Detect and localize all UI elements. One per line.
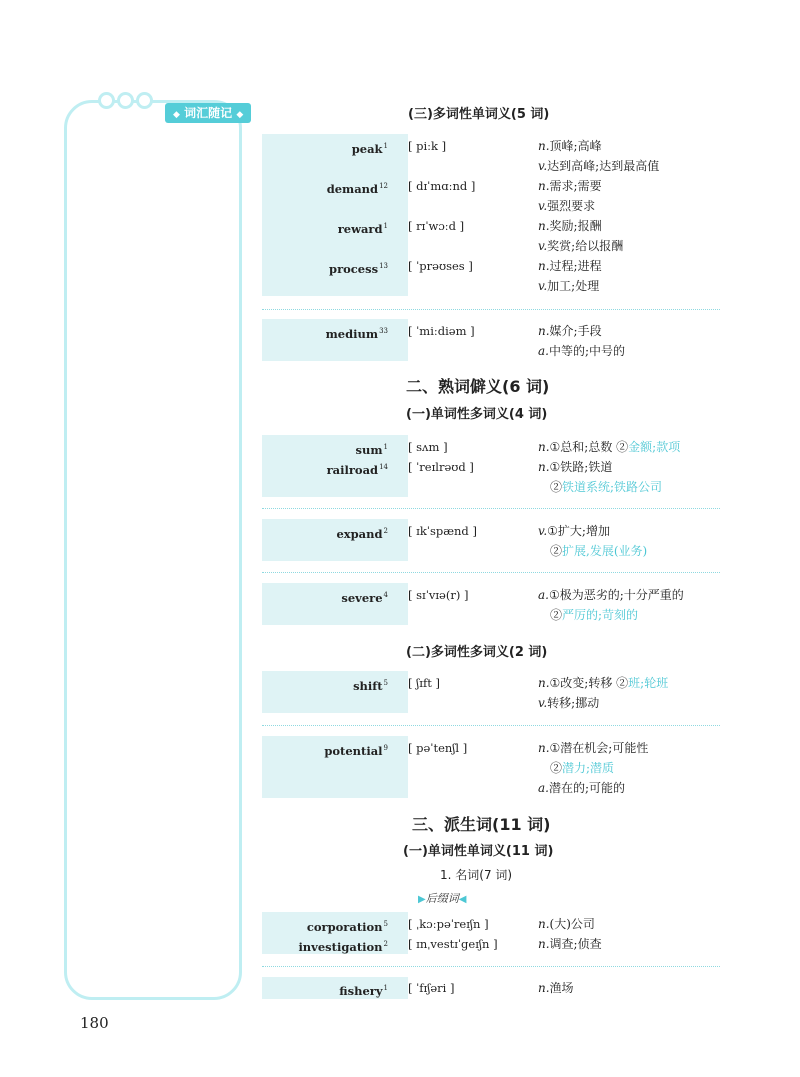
entry-corporation: [262, 914, 720, 934]
dotted-divider: [262, 725, 720, 726]
vocab-block-2: [262, 319, 720, 361]
meaning: n.①总和;总数 ②金额;款项: [538, 440, 681, 454]
entry-demand: [262, 176, 720, 196]
phonetic: [ rɪˈwɔːd ]: [408, 219, 465, 233]
word: demand$^{12}$: [326, 182, 388, 196]
meaning: n.奖励;报酬: [538, 219, 602, 233]
entry-fishery: [262, 978, 720, 998]
triangle-left-icon: ◀: [458, 894, 467, 905]
phonetic: [ ˌkɔːpəˈreɪʃn ]: [408, 917, 489, 931]
meaning: v.①扩大;增加: [538, 524, 610, 538]
meaning: a.中等的;中号的: [538, 344, 626, 358]
meaning: v.加工;处理: [538, 279, 600, 293]
phonetic: [ piːk ]: [408, 139, 447, 153]
entry-peak-line2: [262, 156, 720, 176]
vocab-block-1: [262, 134, 720, 296]
entry-potential-line2: [262, 758, 720, 778]
meaning: n.过程;进程: [538, 259, 602, 273]
word: medium$^{33}$: [325, 327, 388, 341]
suffix-label: ▶后缀词◀: [418, 892, 467, 905]
vocab-block-7: [262, 736, 720, 798]
phonetic: [ pəˈtenʃl ]: [408, 741, 468, 755]
phonetic: [ sʌm ]: [408, 440, 448, 454]
phonetic: [ sɪˈvɪə(r) ]: [408, 588, 469, 602]
entry-process: [262, 256, 720, 276]
triangle-right-icon: ▶: [418, 894, 426, 905]
entry-medium: [262, 321, 720, 341]
vocab-block-6: [262, 671, 720, 713]
entry-expand: [262, 521, 720, 541]
word: severe$^4$: [341, 591, 388, 605]
word: peak$^1$: [351, 142, 388, 156]
vocab-block-3: [262, 435, 720, 497]
word: expand$^2$: [336, 527, 388, 541]
vocab-block-4: [262, 519, 720, 561]
dotted-divider: [262, 309, 720, 310]
word: reward$^1$: [337, 222, 388, 236]
phonetic: [ ˈfɪʃəri ]: [408, 981, 455, 995]
entry-investigation: [262, 934, 720, 954]
heading-single-pos-multi-meaning: (一)单词性多词义(4 词): [406, 407, 548, 422]
meaning: ②扩展,发展(业务): [550, 544, 648, 558]
vocab-block-8: [262, 912, 720, 954]
notes-tag-label: 词汇随记: [184, 106, 233, 120]
word: potential$^9$: [324, 744, 388, 758]
entry-medium-line2: [262, 341, 720, 361]
meaning: n.①改变;转移 ②班;轮班: [538, 676, 669, 690]
entry-peak: [262, 136, 720, 156]
phonetic: [ ˈprəʊses ]: [408, 259, 473, 273]
word: sum$^1$: [355, 443, 388, 457]
meaning: a.①极为恶劣的;十分严重的: [538, 588, 684, 602]
word: fishery$^1$: [339, 984, 388, 998]
meaning: n.①潜在机会;可能性: [538, 741, 649, 755]
heading-derived-words: 三、派生词(11 词): [412, 815, 551, 834]
notes-tag: ◆ 词汇随记 ◆: [165, 103, 251, 123]
meaning: n.需求;需要: [538, 179, 602, 193]
word: railroad$^{14}$: [326, 463, 388, 477]
word: shift$^5$: [353, 679, 388, 693]
entry-railroad: [262, 457, 720, 477]
phonetic: [ ˈreɪlrəʊd ]: [408, 460, 474, 474]
entry-shift: [262, 673, 720, 693]
word: process$^{13}$: [329, 262, 388, 276]
entry-reward-line2: [262, 236, 720, 256]
heading-multi-pos-single-meaning: (三)多词性单词义(5 词): [408, 107, 550, 122]
meaning: n.调查;侦查: [538, 937, 602, 951]
entry-potential: [262, 738, 720, 758]
meaning: n.(大)公司: [538, 917, 595, 931]
entry-process-line2: [262, 276, 720, 296]
phonetic: [ ˈmiːdiəm ]: [408, 324, 475, 338]
word: investigation$^2$: [298, 940, 388, 954]
entry-railroad-line2: [262, 477, 720, 497]
meaning: v.达到高峰;达到最高值: [538, 159, 660, 173]
heading-nouns: 1. 名词(7 词): [440, 868, 513, 882]
meaning: v.转移;挪动: [538, 696, 600, 710]
meaning: n.渔场: [538, 981, 574, 995]
meaning: a.潜在的;可能的: [538, 781, 626, 795]
phonetic: [ dɪˈmɑːnd ]: [408, 179, 476, 193]
meaning: n.顶峰;高峰: [538, 139, 602, 153]
entry-reward: [262, 216, 720, 236]
entry-shift-line2: [262, 693, 720, 713]
dotted-divider: [262, 508, 720, 509]
dotted-divider: [262, 572, 720, 573]
entry-expand-line2: [262, 541, 720, 561]
notebook-rings: [98, 92, 155, 113]
entry-demand-line2: [262, 196, 720, 216]
phonetic: [ ɪkˈspænd ]: [408, 524, 477, 538]
notes-sidebar: [64, 100, 242, 1000]
heading-rare-meanings: 二、熟词僻义(6 词): [406, 377, 550, 396]
meaning: v.奖赏;给以报酬: [538, 239, 624, 253]
entry-potential-line3: [262, 778, 720, 798]
entry-severe: [262, 585, 720, 605]
entry-sum: [262, 437, 720, 457]
meaning: v.强烈要求: [538, 199, 596, 213]
page-number: 180: [80, 1014, 109, 1032]
entry-severe-line2: [262, 605, 720, 625]
meaning: n.①铁路;铁道: [538, 460, 613, 474]
vocab-block-5: [262, 583, 720, 625]
meaning: ②严厉的;苛刻的: [550, 608, 639, 622]
phonetic: [ ʃɪft ]: [408, 676, 440, 690]
phonetic: [ ɪnˌvestɪˈgeɪʃn ]: [408, 937, 498, 951]
word: corporation$^5$: [306, 920, 388, 934]
meaning: ②潜力;潜质: [550, 761, 615, 775]
heading-derived-single: (一)单词性单词义(11 词): [403, 844, 554, 859]
meaning: n.媒介;手段: [538, 324, 602, 338]
vocab-block-9: [262, 977, 720, 999]
heading-multi-pos-multi-meaning: (二)多词性多词义(2 词): [406, 645, 548, 660]
dotted-divider: [262, 966, 720, 967]
meaning: ②铁道系统;铁路公司: [550, 480, 663, 494]
